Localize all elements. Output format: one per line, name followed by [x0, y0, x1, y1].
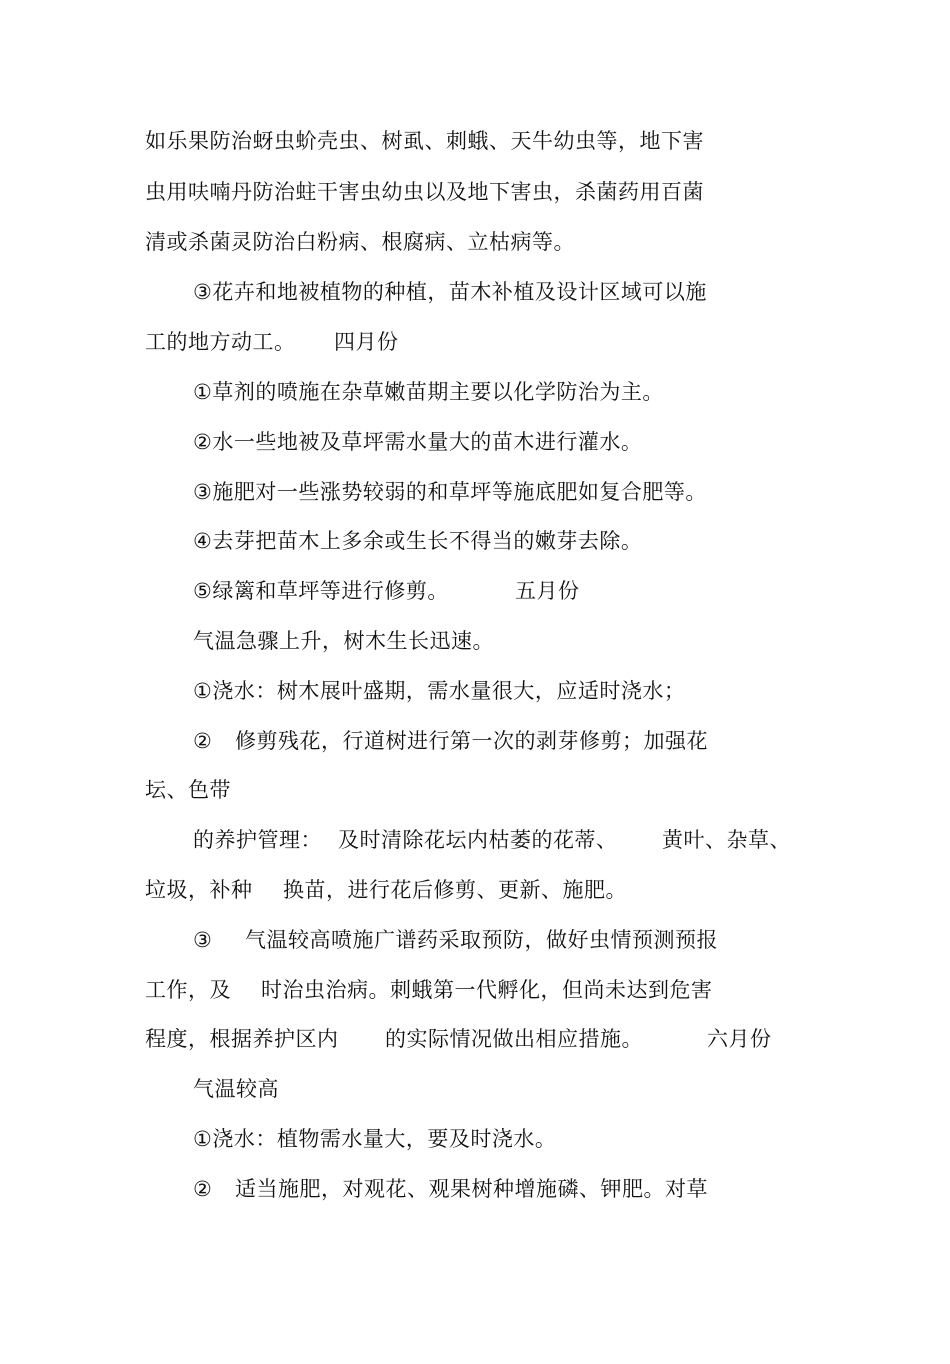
text-line: [0, 317, 950, 367]
text-line: [0, 865, 950, 915]
text-segment: ②: [193, 1177, 213, 1201]
text-segment: ⑤绿篱和草坪等进行修剪。: [193, 579, 449, 603]
text-line: [0, 217, 950, 267]
text-line: [0, 1114, 950, 1164]
text-line: [0, 765, 950, 815]
text-line: [0, 116, 950, 166]
text-segment: 如乐果防治蚜虫蚧壳虫、树虱、刺蛾、天牛幼虫等，地下害: [145, 129, 704, 153]
text-segment: 的实际情况做出相应措施。: [385, 1027, 643, 1051]
text-line: [0, 965, 950, 1015]
text-segment: ④去芽把苗木上多余或生长不得当的嫩芽去除。: [193, 529, 643, 553]
text-line: [0, 1064, 950, 1114]
text-line: [0, 516, 950, 566]
text-line: [0, 267, 950, 317]
text-line: [0, 467, 950, 517]
text-segment: 工作，及: [145, 978, 231, 1002]
text-segment: 气温急骤上升，树木生长迅速。: [193, 629, 494, 653]
text-segment: ②水一些地被及草坪需水量大的苗木进行灌水。: [193, 430, 643, 454]
text-segment: 时治虫治病。刺蛾第一代孵化，但尚未达到危害: [261, 978, 713, 1002]
text-segment: ③花卉和地被植物的种植，苗木补植及设计区域可以施: [193, 280, 707, 304]
text-segment: 修剪残花，行道树进行第一次的剥芽修剪；加强花: [235, 729, 708, 753]
text-segment: 虫用呋喃丹防治蛀干害虫幼虫以及地下害虫，杀菌药用百菌: [145, 180, 704, 204]
text-line: [0, 815, 950, 865]
text-segment: ③: [193, 928, 213, 952]
text-segment: 垃圾，补种: [145, 878, 253, 902]
text-segment: ③施肥对一些涨势较弱的和草坪等施底肥如复合肥等。: [193, 480, 707, 504]
text-line: [0, 716, 950, 766]
text-line: [0, 1014, 950, 1064]
text-line: [0, 915, 950, 965]
text-segment: 气温较高喷施广谱药采取预防，做好虫情预测预报: [245, 928, 718, 952]
text-segment: 清或杀菌灵防治白粉病、根腐病、立枯病等。: [145, 230, 575, 254]
text-line: [0, 417, 950, 467]
text-segment: ①草剂的喷施在杂草嫩苗期主要以化学防治为主。: [193, 380, 664, 404]
text-line: [0, 367, 950, 417]
text-segment: 坛、色带: [145, 778, 231, 802]
text-line: [0, 1164, 950, 1214]
text-segment: 的养护管理：: [193, 828, 322, 852]
text-segment: 程度，根据养护区内: [145, 1027, 339, 1051]
text-segment: ①浇水：植物需水量大，要及时浇水。: [193, 1127, 557, 1151]
text-segment: ②: [193, 729, 213, 753]
text-line: [0, 616, 950, 666]
text-segment: ①浇水：树木展叶盛期，需水量很大，应适时浇水；: [193, 679, 686, 703]
text-line: [0, 167, 950, 217]
text-segment: 工的地方动工。: [145, 330, 296, 354]
text-segment: 适当施肥，对观花、观果树种增施磷、钾肥。对草: [235, 1177, 708, 1201]
text-line: [0, 666, 950, 716]
text-segment: 及时清除花坛内枯萎的花蒂、: [338, 828, 618, 852]
text-line: [0, 566, 950, 616]
month-heading: 五月份: [515, 579, 580, 603]
month-heading: 四月份: [334, 330, 399, 354]
text-segment: 换苗，进行花后修剪、更新、施肥。: [283, 878, 627, 902]
text-segment: 黄叶、杂草、: [662, 828, 791, 852]
month-heading: 六月份: [707, 1027, 772, 1051]
text-segment: 气温较高: [193, 1077, 279, 1101]
